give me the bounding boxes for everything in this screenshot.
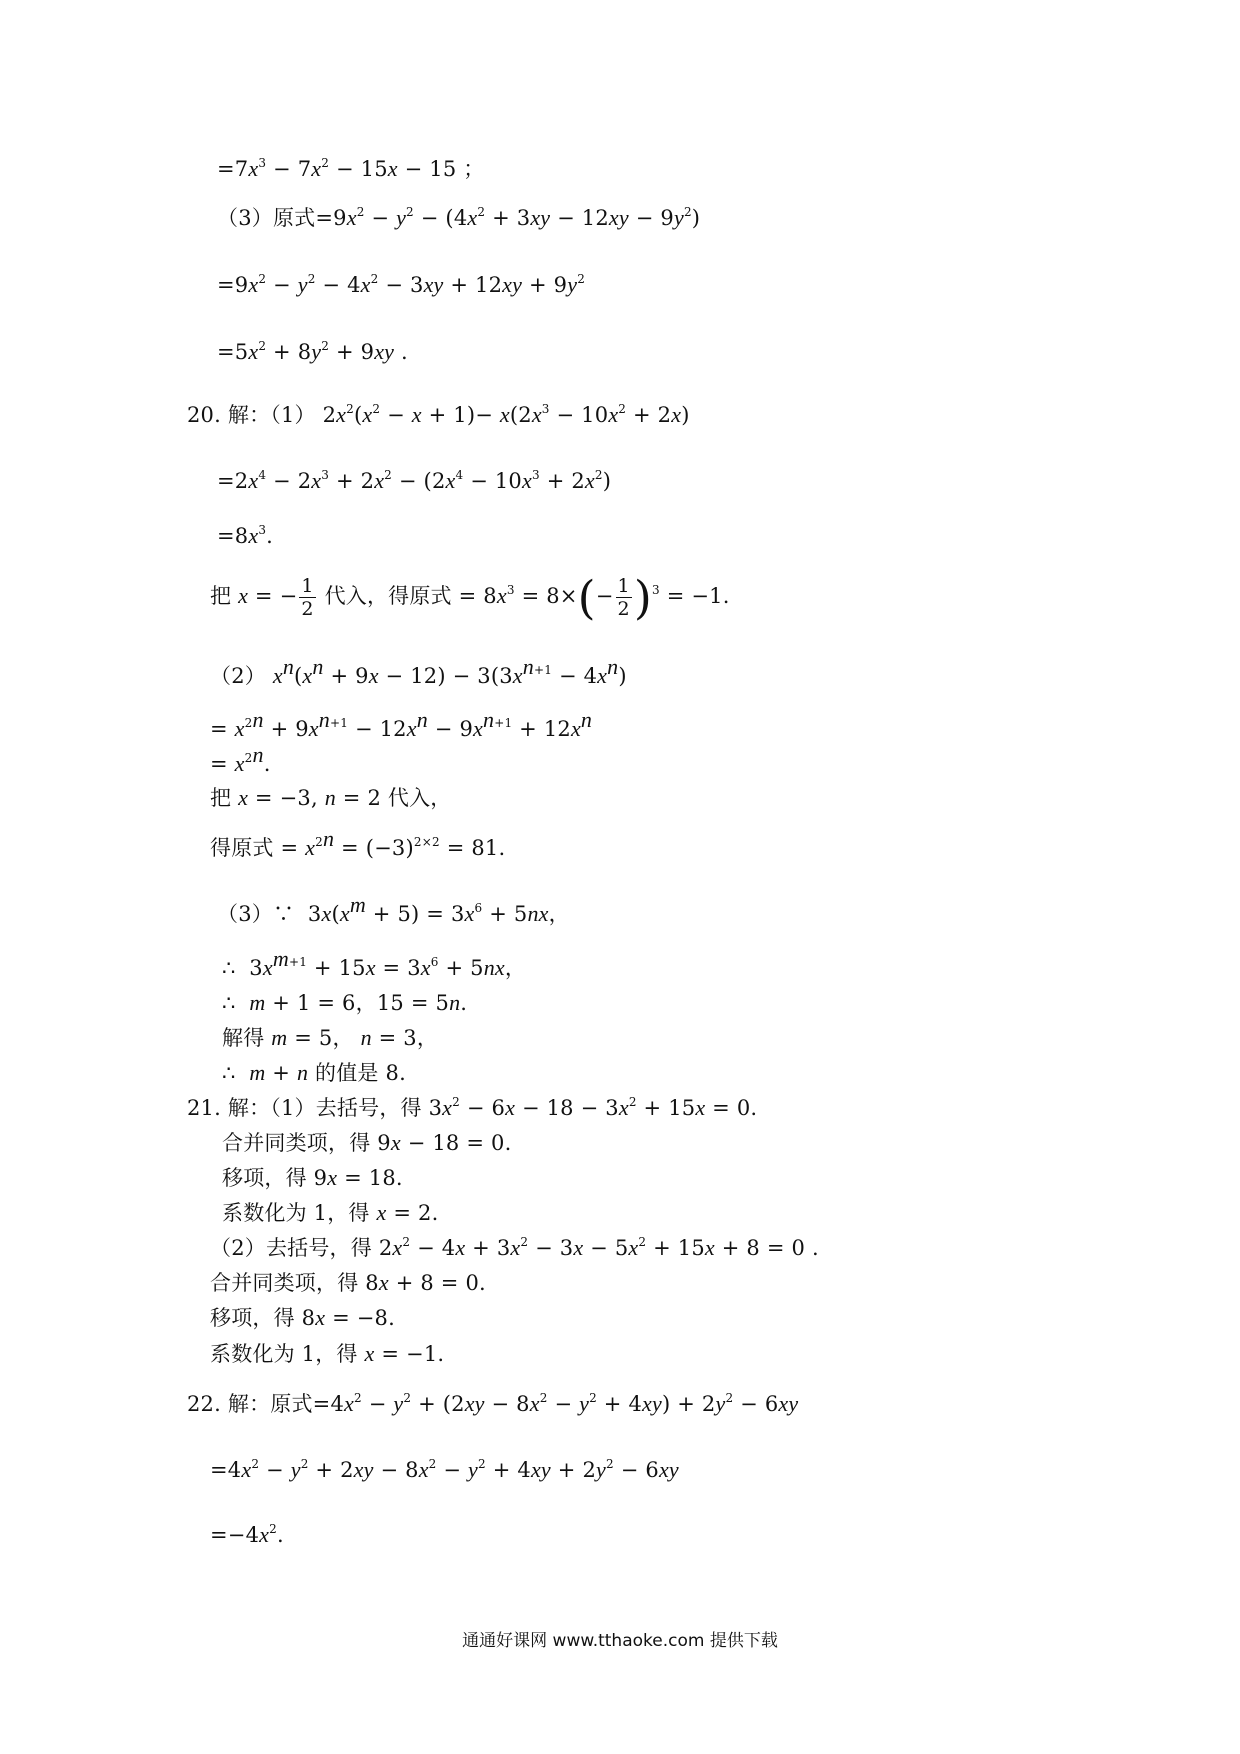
equation-line-19: 系数化为 1，得 x = 2. — [222, 1200, 439, 1225]
equation-line-10: 把 x = −3, n = 2 代入， — [210, 785, 452, 810]
equation-line-17: 合并同类项，得 9x − 18 = 0. — [222, 1130, 512, 1155]
equation-line-23: 系数化为 1，得 x = −1. — [210, 1341, 445, 1366]
equation-line-18: 移项，得 9x = 18. — [222, 1165, 403, 1190]
equation-line-25: $=-4x^2$. — [210, 1522, 284, 1547]
equation-line-8: = $x^{2n} + 9x^{n+1} - 12x^n - 9x^{n+1} + 12x^n$ — [210, 707, 593, 741]
problem-20-heading: 20. 解：（1） $2x^2(x^2 - x + 1)- x(2x^3 - 10x^2 + 2x)$ — [187, 402, 690, 427]
equation-line-5: $=2x^4 - 2x^3 + 2x^2 - (2x^4 - 10x^3 + 2x^2)$ — [217, 468, 612, 493]
problem-21-heading: 21. 解：（1）去括号，得 $3x^2 - 6x - 18 - 3x^2 + 15x = 0$. — [187, 1095, 758, 1120]
equation-line-2: （3）原式$=9x^2 - y^2 - (4x^2 + 3xy - 12xy - 9y^2)$ — [217, 205, 701, 230]
equation-line-13: ∴ $3x^{m+1} + 15x = 3x^6 + 5nx$， — [222, 946, 527, 980]
equation-line-15: 解得 m = 5， n = 3， — [222, 1025, 439, 1050]
equation-line-3: $=9x^2 - y^2 - 4x^2 - 3xy + 12xy + 9y^2$ — [217, 272, 586, 297]
footer-source: 通通好课网 www.tthaoke.com 提供下载 — [462, 1631, 778, 1651]
substitution-line: 把 x = − $\frac{1}{2}$ 代入，得原式 = $8x^3 = 8\times(-$ $\frac{1}{2}$ )$^3$ = −1. — [210, 570, 730, 625]
equation-line-24: $=4x^2 - y^2 + 2xy - 8x^2 - y^2 + 4xy + 2y^2 - 6xy$ — [210, 1457, 679, 1482]
equation-line-12: （3）∵ $3x(x^m + 5) = 3x^6 + 5nx$， — [217, 892, 570, 926]
equation-line-22: 移项，得 8x = −8. — [210, 1305, 395, 1330]
equation-line-11: 得原式 = $x^{2n} = (-3)^{2\times 2} = 81$. — [210, 826, 506, 860]
equation-line-9: = $x^{2n}$. — [210, 742, 271, 776]
equation-line-7: （2） $x^n(x^n + 9x - 12) - 3(3x^{n+1} - 4x^n)$ — [210, 654, 627, 688]
equation-line-6: $=8x^3$. — [217, 523, 274, 548]
problem-22-heading: 22. 解：原式$=4x^2 - y^2 + (2xy - 8x^2 - y^2 + 4xy) + 2y^2 - 6xy$ — [187, 1391, 799, 1416]
equation-line-20: （2）去括号，得 $2x^2 - 4x + 3x^2 - 3x - 5x^2 + 15x + 8 = 0$ . — [210, 1235, 819, 1260]
equation-line-1: $=7x^3 - 7x^2 - 15x - 15$ ； — [217, 156, 485, 181]
equation-line-21: 合并同类项，得 8x + 8 = 0. — [210, 1270, 486, 1295]
equation-line-16: ∴ m + n 的值是 8. — [222, 1060, 406, 1085]
equation-line-14: ∴ m + 1 = 6，15 = 5n. — [222, 990, 468, 1015]
equation-line-4: $=5x^2 + 8y^2 + 9xy$ . — [217, 339, 408, 364]
